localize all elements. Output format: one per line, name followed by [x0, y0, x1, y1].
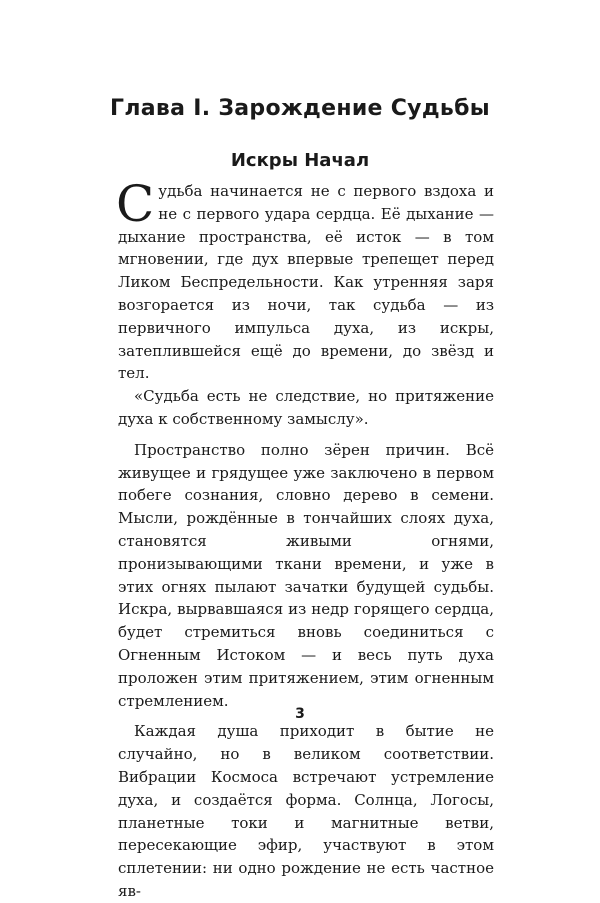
section-title: Искры Начал: [230, 150, 370, 171]
body-text: [116, 175, 494, 903]
drop-cap: С: [116, 175, 155, 233]
chapter-title: Глава I. Зарождение Судьбы: [110, 96, 490, 121]
page-number: 3: [295, 706, 305, 722]
paragraph-2: «Судьба есть не следствие, но притяжение духа к собственному замыслу».: [118, 387, 494, 428]
paragraph-1: [116, 175, 494, 385]
paragraph-4: Каждая душа приходит в бытие не случайно, но в великом соответствии. Вибрации Космоса встречают устремление духа, и создаётся форма. Солнца, Логосы, планетные токи и магнитные ветви, пересекающие эфир, участвуют в этом сплетении: ни одно рождение не есть частное яв-: [118, 722, 494, 900]
paragraph-1-text: удьба начинается не с первого вздоха и не с первого удара сердца. Её дыхание — дыхание пространства, её исток — в том мгновении, где дух впервые трепещет перед Ликом Беспредельности. Как утренняя заря возгорается из ночи, так судьба — из первичного импульса духа, из искры, затеплившейся ещё до времени, до звёзд и тел.: [118, 182, 494, 383]
paragraph-3: Пространство полно зёрен причин. Всё живущее и грядущее уже заключено в первом побеге сознания, словно дерево в семени. Мысли, рождённые в тончайших слоях духа, становятся живыми огнями, пронизывающими ткани времени, и уже в этих огнях пылают зачатки будущей судьбы. Искра, вырвавшаяся из недр горящего сердца, будет стремиться вновь соединиться с Огненным Истоком — и весь путь духа проложен этим притяжением, этим огненным стремлением.: [118, 440, 494, 710]
